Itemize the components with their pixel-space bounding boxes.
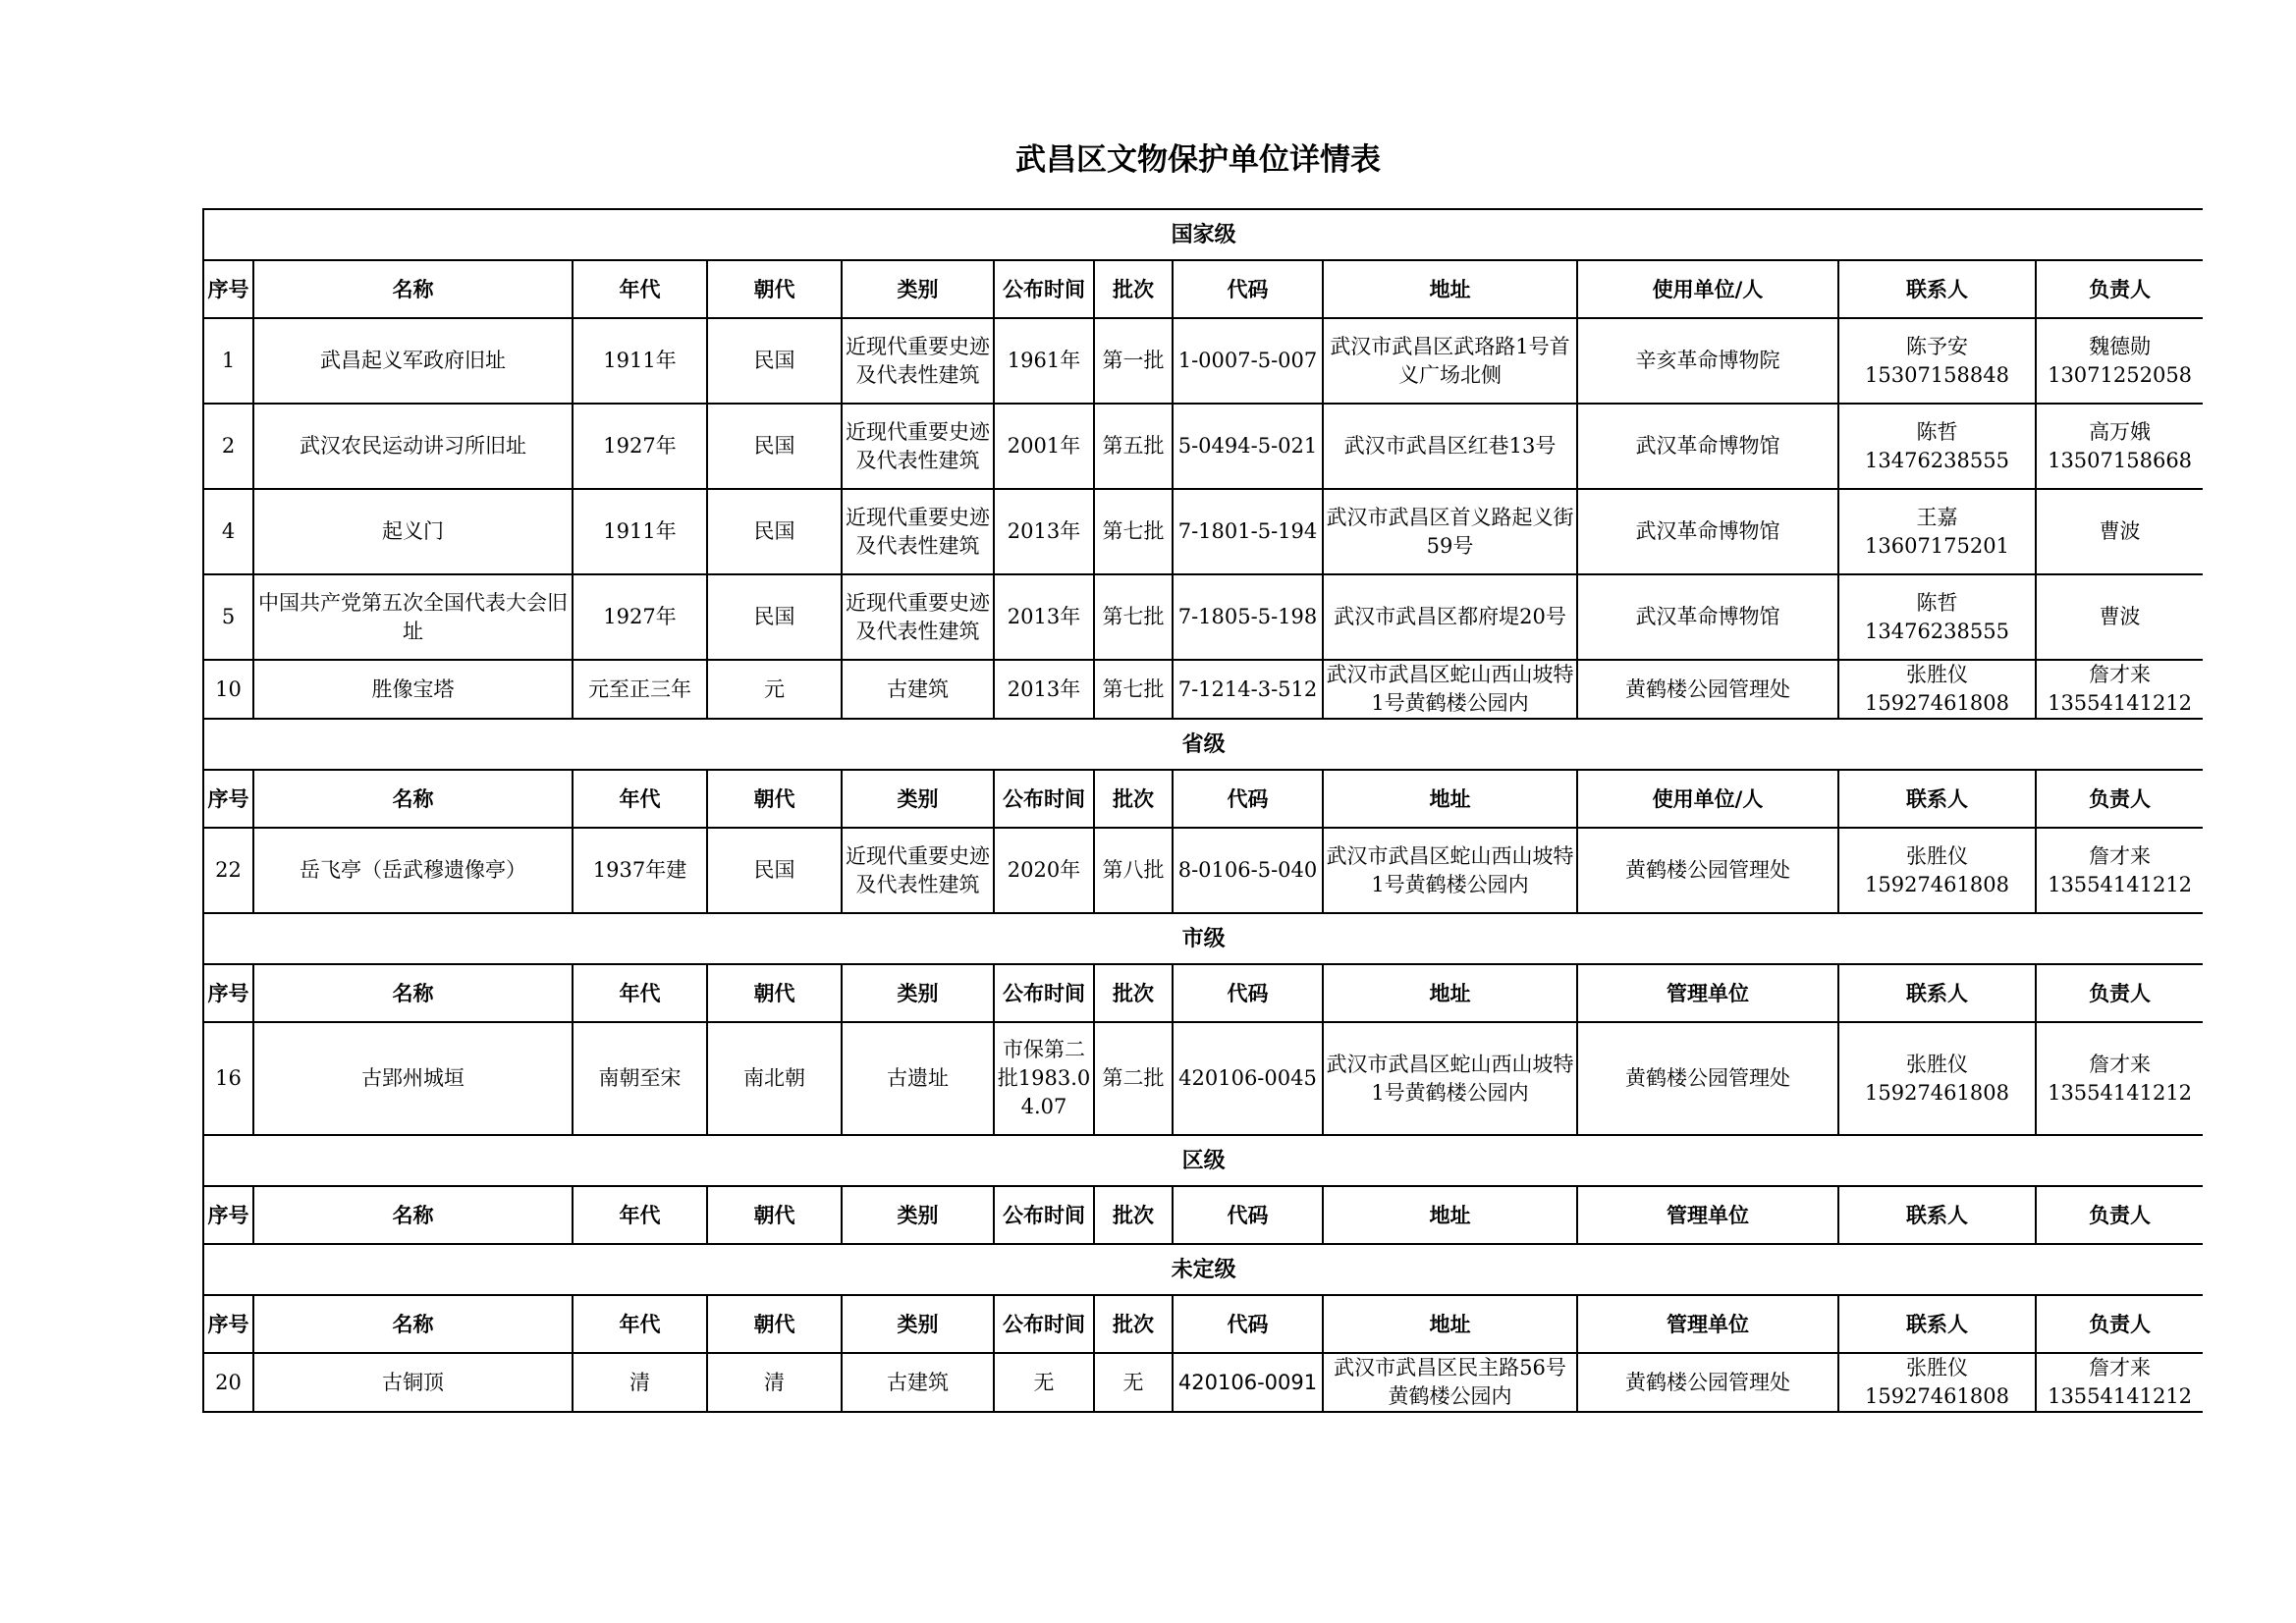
cell-dynasty: 民国 [707, 828, 842, 913]
cell-contact [1838, 1022, 2036, 1135]
cell-era: 南朝至宋 [573, 1022, 707, 1135]
contact-name: 张胜仪 [1906, 1356, 1968, 1380]
header-row [203, 964, 2203, 1022]
cell-lead [2036, 574, 2203, 660]
column-header: 朝代 [707, 964, 842, 1022]
contact-phone: 15927461808 [1865, 691, 2009, 715]
cell-lead [2036, 1353, 2203, 1412]
column-header: 地址 [1323, 1186, 1577, 1244]
cell-unit: 武汉革命博物馆 [1577, 404, 1838, 489]
page-title: 武昌区文物保护单位详情表 [1015, 142, 1381, 178]
cell-published: 2020年 [994, 828, 1094, 913]
cell-unit: 黄鹤楼公园管理处 [1577, 1353, 1838, 1412]
table-row [203, 574, 2203, 660]
cell-category: 近现代重要史迹及代表性建筑 [842, 318, 994, 404]
column-header: 年代 [573, 260, 707, 318]
section-row [203, 1244, 2203, 1295]
column-header: 年代 [573, 1295, 707, 1353]
cell-code: 7-1801-5-194 [1173, 489, 1323, 574]
cell-published: 2001年 [994, 404, 1094, 489]
cell-published: 1961年 [994, 318, 1094, 404]
column-header: 地址 [1323, 964, 1577, 1022]
table-row [203, 489, 2203, 574]
lead-name: 高万娥 [2089, 419, 2152, 444]
lead-name: 曹波 [2099, 519, 2141, 543]
contact-phone: 15927461808 [1865, 1080, 2009, 1105]
contact-name: 王嘉 [1916, 505, 1958, 529]
cell-batch: 第七批 [1094, 660, 1173, 719]
lead-name: 詹才来 [2089, 663, 2152, 686]
cell-contact [1838, 318, 2036, 404]
cell-address: 武汉市武昌区首义路起义街59号 [1323, 489, 1577, 574]
cell-era: 元至正三年 [573, 660, 707, 719]
header-row [203, 260, 2203, 318]
cell-name: 胜像宝塔 [253, 660, 573, 719]
column-header: 联系人 [1838, 1295, 2036, 1353]
cell-no: 22 [203, 828, 253, 913]
table-row [203, 828, 2203, 913]
cell-contact [1838, 489, 2036, 574]
header-row [203, 1295, 2203, 1353]
cell-category: 近现代重要史迹及代表性建筑 [842, 404, 994, 489]
cell-code: 420106-0045 [1173, 1022, 1323, 1135]
cell-address: 武汉市武昌区都府堤20号 [1323, 574, 1577, 660]
column-header: 联系人 [1838, 1186, 2036, 1244]
cell-name: 武昌起义军政府旧址 [253, 318, 573, 404]
column-header: 批次 [1094, 1295, 1173, 1353]
cell-code: 1-0007-5-007 [1173, 318, 1323, 404]
contact-phone: 13607175201 [1865, 533, 2009, 558]
cell-code: 7-1214-3-512 [1173, 660, 1323, 719]
cell-address: 武汉市武昌区蛇山西山坡特1号黄鹤楼公园内 [1323, 660, 1577, 719]
column-header: 名称 [253, 1186, 573, 1244]
column-header: 使用单位/人 [1577, 770, 1838, 828]
section-row [203, 719, 2203, 770]
cell-lead [2036, 318, 2203, 404]
column-header: 负责人 [2036, 1295, 2203, 1353]
column-header: 朝代 [707, 1186, 842, 1244]
column-header: 代码 [1173, 1186, 1323, 1244]
cell-category: 近现代重要史迹及代表性建筑 [842, 489, 994, 574]
column-header: 年代 [573, 1186, 707, 1244]
cell-name: 起义门 [253, 489, 573, 574]
cell-batch: 第一批 [1094, 318, 1173, 404]
cell-contact [1838, 660, 2036, 719]
section-label: 省级 [203, 719, 2203, 770]
column-header: 管理单位 [1577, 964, 1838, 1022]
cell-batch: 第八批 [1094, 828, 1173, 913]
column-header: 序号 [203, 260, 253, 318]
heritage-table [202, 208, 2203, 1413]
table-row [203, 404, 2203, 489]
contact-phone: 15927461808 [1865, 872, 2009, 896]
cell-lead [2036, 828, 2203, 913]
cell-lead [2036, 660, 2203, 719]
lead-name: 詹才来 [2089, 1356, 2152, 1380]
contact-name: 陈哲 [1916, 419, 1958, 444]
column-header: 公布时间 [994, 1186, 1094, 1244]
cell-batch: 第二批 [1094, 1022, 1173, 1135]
cell-category: 古建筑 [842, 1353, 994, 1412]
column-header: 批次 [1094, 770, 1173, 828]
cell-category: 古遗址 [842, 1022, 994, 1135]
column-header: 代码 [1173, 964, 1323, 1022]
cell-unit: 武汉革命博物馆 [1577, 574, 1838, 660]
cell-contact [1838, 574, 2036, 660]
column-header: 名称 [253, 260, 573, 318]
cell-unit: 武汉革命博物馆 [1577, 489, 1838, 574]
cell-lead [2036, 489, 2203, 574]
column-header: 批次 [1094, 1186, 1173, 1244]
lead-phone: 13554141212 [2048, 1384, 2193, 1408]
table-row [203, 660, 2203, 719]
cell-code: 7-1805-5-198 [1173, 574, 1323, 660]
contact-phone: 15927461808 [1865, 1384, 2009, 1408]
section-row [203, 1135, 2203, 1186]
contact-name: 陈哲 [1916, 590, 1958, 615]
column-header: 负责人 [2036, 1186, 2203, 1244]
column-header: 代码 [1173, 770, 1323, 828]
lead-name: 詹才来 [2089, 1052, 2152, 1076]
contact-phone: 13476238555 [1865, 448, 2009, 472]
column-header: 负责人 [2036, 770, 2203, 828]
cell-batch: 第五批 [1094, 404, 1173, 489]
cell-era: 1937年建 [573, 828, 707, 913]
cell-no: 10 [203, 660, 253, 719]
column-header: 公布时间 [994, 964, 1094, 1022]
column-header: 朝代 [707, 260, 842, 318]
section-label: 市级 [203, 913, 2203, 964]
cell-dynasty: 民国 [707, 489, 842, 574]
lead-phone: 13554141212 [2048, 872, 2193, 896]
section-label: 未定级 [203, 1244, 2203, 1295]
cell-name: 岳飞亭（岳武穆遗像亭） [253, 828, 573, 913]
cell-no: 4 [203, 489, 253, 574]
cell-no: 16 [203, 1022, 253, 1135]
column-header: 负责人 [2036, 260, 2203, 318]
lead-name: 曹波 [2099, 605, 2141, 628]
column-header: 朝代 [707, 770, 842, 828]
column-header: 联系人 [1838, 964, 2036, 1022]
cell-dynasty: 南北朝 [707, 1022, 842, 1135]
column-header: 序号 [203, 1186, 253, 1244]
cell-era: 1927年 [573, 404, 707, 489]
column-header: 类别 [842, 260, 994, 318]
column-header: 使用单位/人 [1577, 260, 1838, 318]
cell-lead [2036, 404, 2203, 489]
cell-category: 近现代重要史迹及代表性建筑 [842, 828, 994, 913]
column-header: 类别 [842, 770, 994, 828]
column-header: 联系人 [1838, 260, 2036, 318]
cell-category: 近现代重要史迹及代表性建筑 [842, 574, 994, 660]
column-header: 名称 [253, 964, 573, 1022]
cell-code: 420106-0091 [1173, 1353, 1323, 1412]
table-row [203, 318, 2203, 404]
column-header: 名称 [253, 1295, 573, 1353]
column-header: 地址 [1323, 1295, 1577, 1353]
cell-batch: 第七批 [1094, 574, 1173, 660]
column-header: 公布时间 [994, 1295, 1094, 1353]
cell-dynasty: 清 [707, 1353, 842, 1412]
cell-dynasty: 民国 [707, 574, 842, 660]
column-header: 联系人 [1838, 770, 2036, 828]
cell-no: 5 [203, 574, 253, 660]
lead-phone: 13554141212 [2048, 691, 2193, 715]
cell-unit: 黄鹤楼公园管理处 [1577, 828, 1838, 913]
cell-dynasty: 民国 [707, 318, 842, 404]
section-row [203, 913, 2203, 964]
cell-era: 1911年 [573, 489, 707, 574]
cell-lead [2036, 1022, 2203, 1135]
contact-name: 张胜仪 [1906, 1052, 1968, 1076]
cell-published: 市保第二批1983.04.07 [994, 1022, 1094, 1135]
column-header: 年代 [573, 964, 707, 1022]
cell-name: 古铜顶 [253, 1353, 573, 1412]
column-header: 批次 [1094, 260, 1173, 318]
cell-dynasty: 元 [707, 660, 842, 719]
contact-phone: 15307158848 [1865, 362, 2009, 387]
cell-published: 2013年 [994, 660, 1094, 719]
cell-unit: 黄鹤楼公园管理处 [1577, 660, 1838, 719]
table-row [203, 1022, 2203, 1135]
column-header: 序号 [203, 1295, 253, 1353]
column-header: 类别 [842, 1186, 994, 1244]
cell-batch: 无 [1094, 1353, 1173, 1412]
column-header: 序号 [203, 770, 253, 828]
column-header: 批次 [1094, 964, 1173, 1022]
column-header: 名称 [253, 770, 573, 828]
cell-contact [1838, 1353, 2036, 1412]
cell-code: 5-0494-5-021 [1173, 404, 1323, 489]
cell-no: 20 [203, 1353, 253, 1412]
contact-name: 张胜仪 [1906, 663, 1968, 686]
cell-address: 武汉市武昌区武珞路1号首义广场北侧 [1323, 318, 1577, 404]
lead-name: 魏德勋 [2089, 334, 2152, 358]
cell-published: 无 [994, 1353, 1094, 1412]
contact-phone: 13476238555 [1865, 619, 2009, 643]
cell-code: 8-0106-5-040 [1173, 828, 1323, 913]
lead-phone: 13071252058 [2048, 362, 2193, 387]
section-row [203, 209, 2203, 260]
column-header: 地址 [1323, 770, 1577, 828]
cell-category: 古建筑 [842, 660, 994, 719]
cell-name: 武汉农民运动讲习所旧址 [253, 404, 573, 489]
cell-dynasty: 民国 [707, 404, 842, 489]
table-row [203, 1353, 2203, 1412]
column-header: 公布时间 [994, 770, 1094, 828]
section-label: 区级 [203, 1135, 2203, 1186]
column-header: 类别 [842, 1295, 994, 1353]
header-row [203, 770, 2203, 828]
cell-era: 1927年 [573, 574, 707, 660]
column-header: 朝代 [707, 1295, 842, 1353]
lead-phone: 13554141212 [2048, 1080, 2193, 1105]
contact-name: 陈予安 [1906, 334, 1968, 358]
cell-contact [1838, 404, 2036, 489]
cell-name: 中国共产党第五次全国代表大会旧址 [253, 574, 573, 660]
cell-unit: 黄鹤楼公园管理处 [1577, 1022, 1838, 1135]
header-row [203, 1186, 2203, 1244]
section-label: 国家级 [203, 209, 2203, 260]
cell-published: 2013年 [994, 489, 1094, 574]
column-header: 代码 [1173, 1295, 1323, 1353]
cell-name: 古郢州城垣 [253, 1022, 573, 1135]
cell-no: 2 [203, 404, 253, 489]
cell-published: 2013年 [994, 574, 1094, 660]
cell-era: 1911年 [573, 318, 707, 404]
lead-name: 詹才来 [2089, 843, 2152, 868]
cell-contact [1838, 828, 2036, 913]
column-header: 公布时间 [994, 260, 1094, 318]
column-header: 代码 [1173, 260, 1323, 318]
cell-address: 武汉市武昌区蛇山西山坡特1号黄鹤楼公园内 [1323, 828, 1577, 913]
cell-unit: 辛亥革命博物院 [1577, 318, 1838, 404]
column-header: 年代 [573, 770, 707, 828]
cell-address: 武汉市武昌区蛇山西山坡特1号黄鹤楼公园内 [1323, 1022, 1577, 1135]
column-header: 负责人 [2036, 964, 2203, 1022]
lead-phone: 13507158668 [2048, 448, 2193, 472]
column-header: 类别 [842, 964, 994, 1022]
column-header: 地址 [1323, 260, 1577, 318]
cell-batch: 第七批 [1094, 489, 1173, 574]
column-header: 序号 [203, 964, 253, 1022]
cell-address: 武汉市武昌区民主路56号黄鹤楼公园内 [1323, 1353, 1577, 1412]
cell-address: 武汉市武昌区红巷13号 [1323, 404, 1577, 489]
contact-name: 张胜仪 [1906, 843, 1968, 868]
column-header: 管理单位 [1577, 1186, 1838, 1244]
cell-era: 清 [573, 1353, 707, 1412]
cell-no: 1 [203, 318, 253, 404]
column-header: 管理单位 [1577, 1295, 1838, 1353]
